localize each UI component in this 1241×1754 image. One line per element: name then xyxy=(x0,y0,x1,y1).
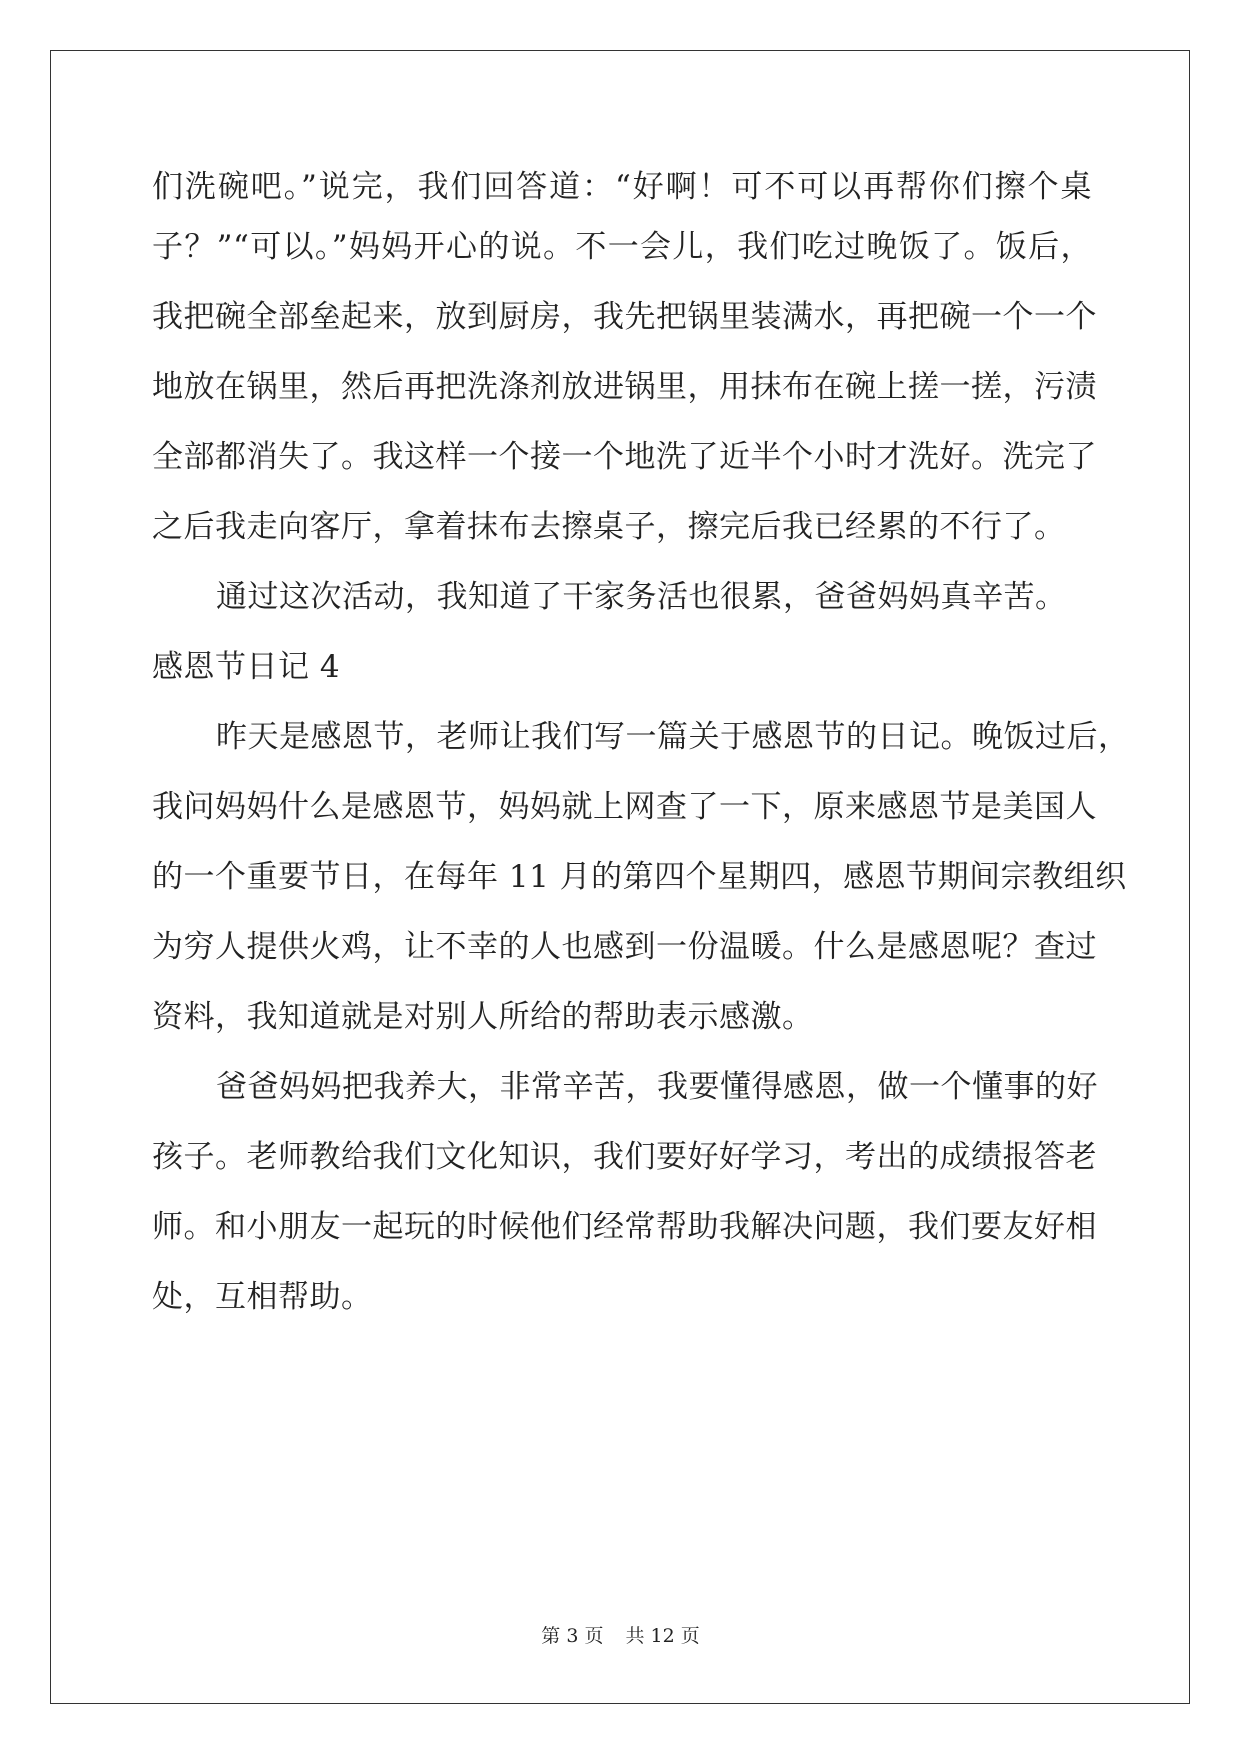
page-total: 共 12 页 xyxy=(625,1625,700,1647)
page-footer xyxy=(0,1624,1241,1648)
paragraph-line: 孩子。老师教给我们文化知识，我们要好好学习，考出的成绩报答老 xyxy=(152,1139,1097,1175)
paragraph-line: 处，互相帮助。 xyxy=(152,1279,373,1315)
paragraph-line: 通过这次活动，我知道了干家务活也很累，爸爸妈妈真辛苦。 xyxy=(216,579,1067,615)
paragraph-line: 为穷人提供火鸡，让不幸的人也感到一份温暖。什么是感恩呢？查过 xyxy=(152,929,1097,965)
page-number: 第 3 页 xyxy=(541,1625,604,1647)
paragraph-line: 我把碗全部垒起来，放到厨房，我先把锅里装满水，再把碗一个一个 xyxy=(152,299,1097,335)
paragraph-line: 地放在锅里，然后再把洗涤剂放进锅里，用抹布在碗上搓一搓，污渍 xyxy=(152,369,1097,405)
paragraph-line: 我问妈妈什么是感恩节，妈妈就上网查了一下，原来感恩节是美国人 xyxy=(152,789,1097,825)
paragraph-line: 爸爸妈妈把我养大，非常辛苦，我要懂得感恩，做一个懂事的好 xyxy=(216,1069,1098,1105)
paragraph-line: 全部都消失了。我这样一个接一个地洗了近半个小时才洗好。洗完了 xyxy=(152,439,1097,475)
section-heading: 感恩节日记 4 xyxy=(152,649,341,685)
paragraph-line: 之后我走向客厅，拿着抹布去擦桌子，擦完后我已经累的不行了。 xyxy=(152,509,1066,545)
paragraph-line: 资料，我知道就是对别人所给的帮助表示感激。 xyxy=(152,999,814,1035)
paragraph-line: 的一个重要节日，在每年 11 月的第四个星期四，感恩节期间宗教组织 xyxy=(152,859,1127,895)
paragraph-line: 昨天是感恩节，老师让我们写一篇关于感恩节的日记。晚饭过后， xyxy=(216,719,1130,755)
paragraph-line: 子？”“可以。”妈妈开心的说。不一会儿，我们吃过晚饭了。饭后， xyxy=(152,229,1092,265)
paragraph-line: 师。和小朋友一起玩的时候他们经常帮助我解决问题，我们要友好相 xyxy=(152,1209,1097,1245)
paragraph-line: 们洗碗吧。”说完，我们回答道：“好啊！可不可以再帮你们擦个桌 xyxy=(152,169,1092,205)
